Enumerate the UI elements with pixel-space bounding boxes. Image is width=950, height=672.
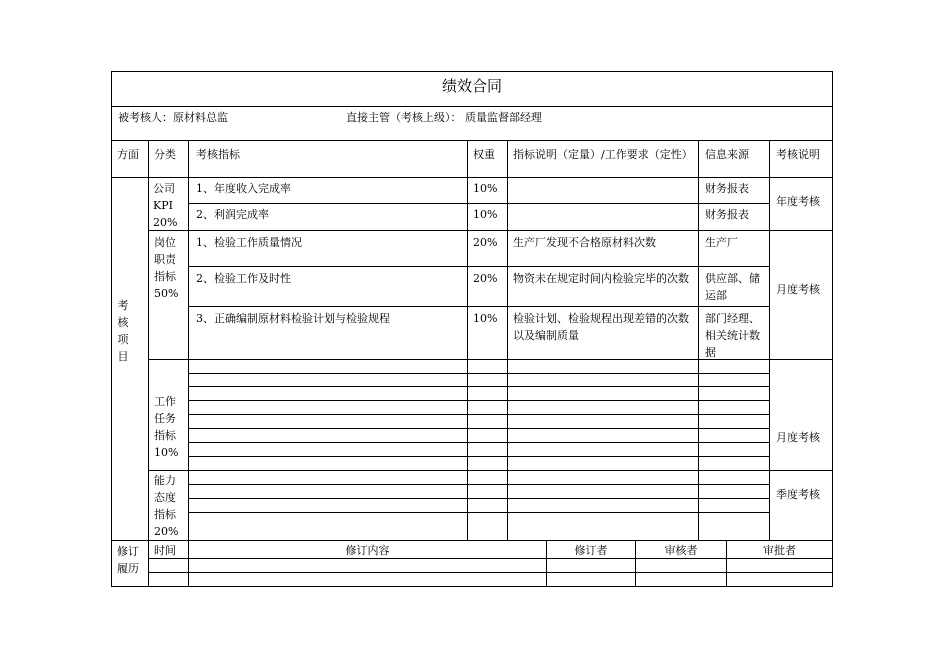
- kpi-row-2-indicator: 2、利润完成率: [196, 208, 269, 221]
- aspect-label: 考核项目: [117, 299, 129, 363]
- revision-time: 时间: [154, 544, 176, 557]
- ability-note: 季度考核: [776, 488, 820, 501]
- duty-row-2-indicator: 2、检验工作及时性: [196, 272, 291, 285]
- revision-approver: 审批者: [763, 544, 796, 557]
- duty-row-1-indicator: 1、检验工作质量情况: [196, 236, 302, 249]
- kpi-row-1-indicator: 1、年度收入完成率: [196, 182, 291, 195]
- duty-row-1-weight: 20%: [473, 236, 498, 249]
- category-company-kpi: 公司KPI 20%: [153, 182, 178, 229]
- kpi-note: 年度考核: [776, 195, 820, 208]
- revision-content: 修订内容: [345, 544, 390, 557]
- category-ability: 能力态度指标20%: [154, 474, 179, 538]
- kpi-row-1-source: 财务报表: [705, 182, 749, 195]
- duty-row-1-desc: 生产厂发现不合格原材料次数: [513, 236, 656, 249]
- duty-row-3-desc: 检验计划、检验规程出现差错的次数以及编制质量: [513, 312, 689, 342]
- header-indicator: 考核指标: [196, 148, 240, 161]
- assessee-label: 被考核人：原材料总监: [118, 111, 228, 124]
- header-description: 指标说明（定量）/工作要求（定性）: [513, 148, 693, 161]
- duty-row-2-source: 供应部、储运部: [705, 272, 760, 302]
- category-position-duty: 岗位职责指标50%: [154, 236, 179, 300]
- document-title: 绩效合同: [441, 77, 502, 95]
- revision-reviewer: 审核者: [664, 544, 698, 557]
- work-task-note: 月度考核: [776, 431, 820, 444]
- kpi-row-1-weight: 10%: [473, 182, 498, 195]
- duty-row-3-weight: 10%: [473, 312, 498, 325]
- duty-row-2-desc: 物资未在规定时间内检验完毕的次数: [513, 272, 689, 285]
- header-aspect: 方面: [117, 148, 139, 161]
- header-note: 考核说明: [776, 148, 820, 161]
- revision-reviser: 修订者: [574, 544, 608, 557]
- kpi-row-2-source: 财务报表: [705, 208, 749, 221]
- header-source: 信息来源: [705, 148, 749, 161]
- duty-row-3-indicator: 3、正确编制原材料检验计划与检验规程: [196, 312, 390, 325]
- duty-row-1-source: 生产厂: [705, 236, 738, 249]
- header-weight: 权重: [473, 148, 495, 161]
- duty-row-3-source: 部门经理、相关统计数据: [705, 312, 760, 359]
- header-category: 分类: [154, 148, 176, 161]
- kpi-row-2-weight: 10%: [473, 208, 498, 221]
- duty-note: 月度考核: [776, 283, 820, 296]
- supervisor-label: 直接主管（考核上级）： 质量监督部经理: [346, 111, 542, 124]
- revision-label: 修订履历: [117, 545, 139, 575]
- category-work-task: 工作任务指标10%: [154, 395, 179, 459]
- duty-row-2-weight: 20%: [473, 272, 498, 285]
